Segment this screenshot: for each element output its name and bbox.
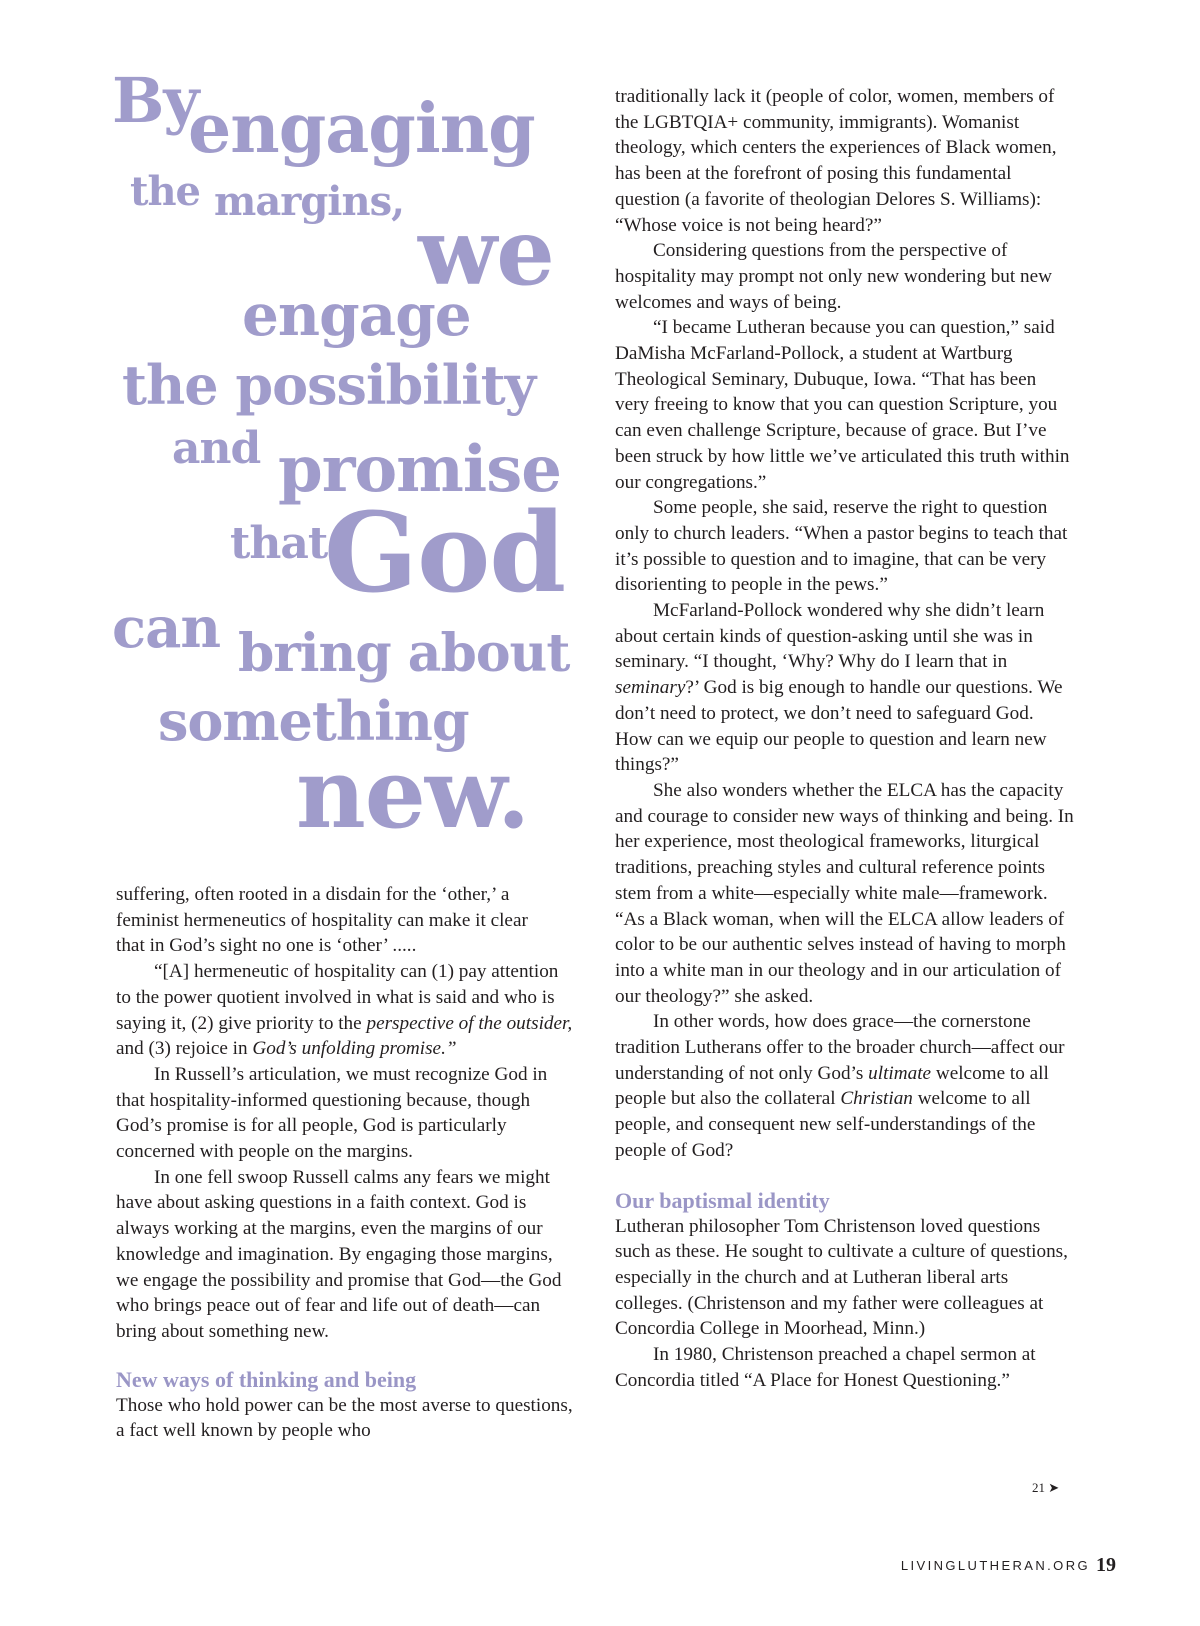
continued-page-indicator: 21 ➤ bbox=[1032, 1480, 1060, 1495]
paragraph: McFarland-Pollock wondered why she didn’t learn about certain kinds of question-asking until she was in seminary. “I thought, ‘Why? Why do I learn that in seminary?’ God is big enough to handle our questions. We don’t need to protect, we don’t need to safeguard God. How can we equip our people to question and learn new things?” bbox=[615, 600, 1063, 776]
pull-quote-word: promise bbox=[278, 432, 561, 507]
paragraph: She also wonders whether the ELCA has the capacity and courage to consider new ways of thinking and being. In her experience, most theological frameworks, liturgical traditions, preaching styles and cultural reference points stem from a white—especially white male—framework. “As a Black woman, when will the ELCA allow leaders of color to be our authentic selves instead of having to morph into a white man in our theology and in our articulation of our theology?” she asked. bbox=[615, 779, 1074, 1007]
pull-quote bbox=[0, 0, 600, 870]
pull-quote-word: By bbox=[112, 64, 199, 137]
pull-quote-word: God bbox=[324, 488, 566, 617]
text-line: that in God’s sight no one is ‘other’ ..... bbox=[116, 935, 417, 957]
section-heading: Our baptismal identity bbox=[615, 1187, 830, 1213]
pull-quote-word: that bbox=[230, 518, 328, 569]
page-number: 19 bbox=[1096, 1554, 1116, 1576]
right-column bbox=[615, 84, 1075, 1393]
paragraph: Lutheran philosopher Tom Christenson loved questions such as these. He sought to cultivate a culture of questions, especially in the church and at Lutheran liberal arts colleges. (Christenson and my father were colleagues at Concordia College in Moorhead, Minn.) bbox=[615, 1215, 1068, 1340]
paragraph: In one fell swoop Russell calms any fears we might have about asking questions in a faith context. God is always working at the margins, even the margins of our knowledge and imagination. By engaging those margins, we engage the possibility and promise that God—the God who brings peace out of fear and life out of death—can bring about something new. bbox=[116, 1166, 562, 1342]
text-line: feminist hermeneutics of hospitality can make it clear bbox=[116, 909, 528, 931]
website-url: LIVINGLUTHERAN.ORG bbox=[900, 1558, 1090, 1573]
paragraph: “I became Lutheran because you can question,” said DaMisha McFarland-Pollock, a student at Wartburg Theological Seminary, Dubuque, Iowa. “That has been very freeing to know that you can question Scripture, you can even challenge Scripture, because of grace. But I’ve been struck by how little we’ve articulated this truth within our congregations.” bbox=[615, 317, 1070, 493]
pull-quote-word: and bbox=[172, 423, 261, 474]
paragraph: “[A] hermeneutic of hospitality can (1) pay attention to the power quotient involved in what is said and who is saying it, (2) give priority to the perspective of the outsider, and (3) rejoice in God’s unfolding promise.” bbox=[116, 961, 573, 1060]
pull-quote-word: margins, bbox=[214, 178, 405, 225]
paragraph: Those who hold power can be the most averse to questions, a fact well known by people who bbox=[116, 1394, 573, 1442]
pull-quote-word: can bbox=[112, 595, 221, 661]
pull-quote-word: the bbox=[130, 168, 201, 215]
paragraph: In other words, how does grace—the cornerstone tradition Lutherans offer to the broader church—affect our understanding of not only God’s ultimate welcome to all people but also the collateral Christian welcome to all people, and consequent new self-understandings of the people of God? bbox=[615, 1011, 1065, 1161]
paragraph: Considering questions from the perspective of hospitality may prompt not only new wondering but new welcomes and ways of being. bbox=[615, 240, 1052, 313]
pull-quote-word: bring about bbox=[238, 623, 570, 684]
pull-quote-word: we bbox=[418, 198, 554, 306]
paragraph: traditionally lack it (people of color, women, members of the LGBTQIA+ community, immigrants). Womanist theology, which centers the experiences of Black women, has been at the forefront of posing this fundamental question (a favorite of theologian Delores S. Williams): “Whose voice is not being heard?” bbox=[615, 86, 1057, 236]
pull-quote-word: engage bbox=[242, 281, 471, 349]
page-footer bbox=[896, 1554, 1116, 1578]
left-column bbox=[116, 882, 576, 1444]
pull-quote-word: engaging bbox=[188, 89, 535, 169]
pull-quote-word: the possibility bbox=[122, 353, 536, 417]
paragraph bbox=[116, 882, 576, 959]
paragraph: In Russell’s articulation, we must recognize God in that hospitality-informed questioning because, though God’s promise is for all people, God is particularly concerned with people on the margins. bbox=[116, 1063, 548, 1163]
text-line: suffering, often rooted in a disdain for the ‘other,’ a bbox=[116, 884, 510, 905]
pull-quote-word: something bbox=[158, 689, 469, 753]
section-heading: New ways of thinking and being bbox=[116, 1366, 417, 1392]
pull-quote-word: new. bbox=[296, 737, 530, 850]
paragraph: Some people, she said, reserve the right to question only to church leaders. “When a pastor begins to teach that it’s possible to question and to imagine, that can be very disorienting to people in the pews.” bbox=[615, 497, 1068, 596]
paragraph: In 1980, Christenson preached a chapel sermon at Concordia titled “A Place for Honest Questioning.” bbox=[615, 1344, 1036, 1391]
